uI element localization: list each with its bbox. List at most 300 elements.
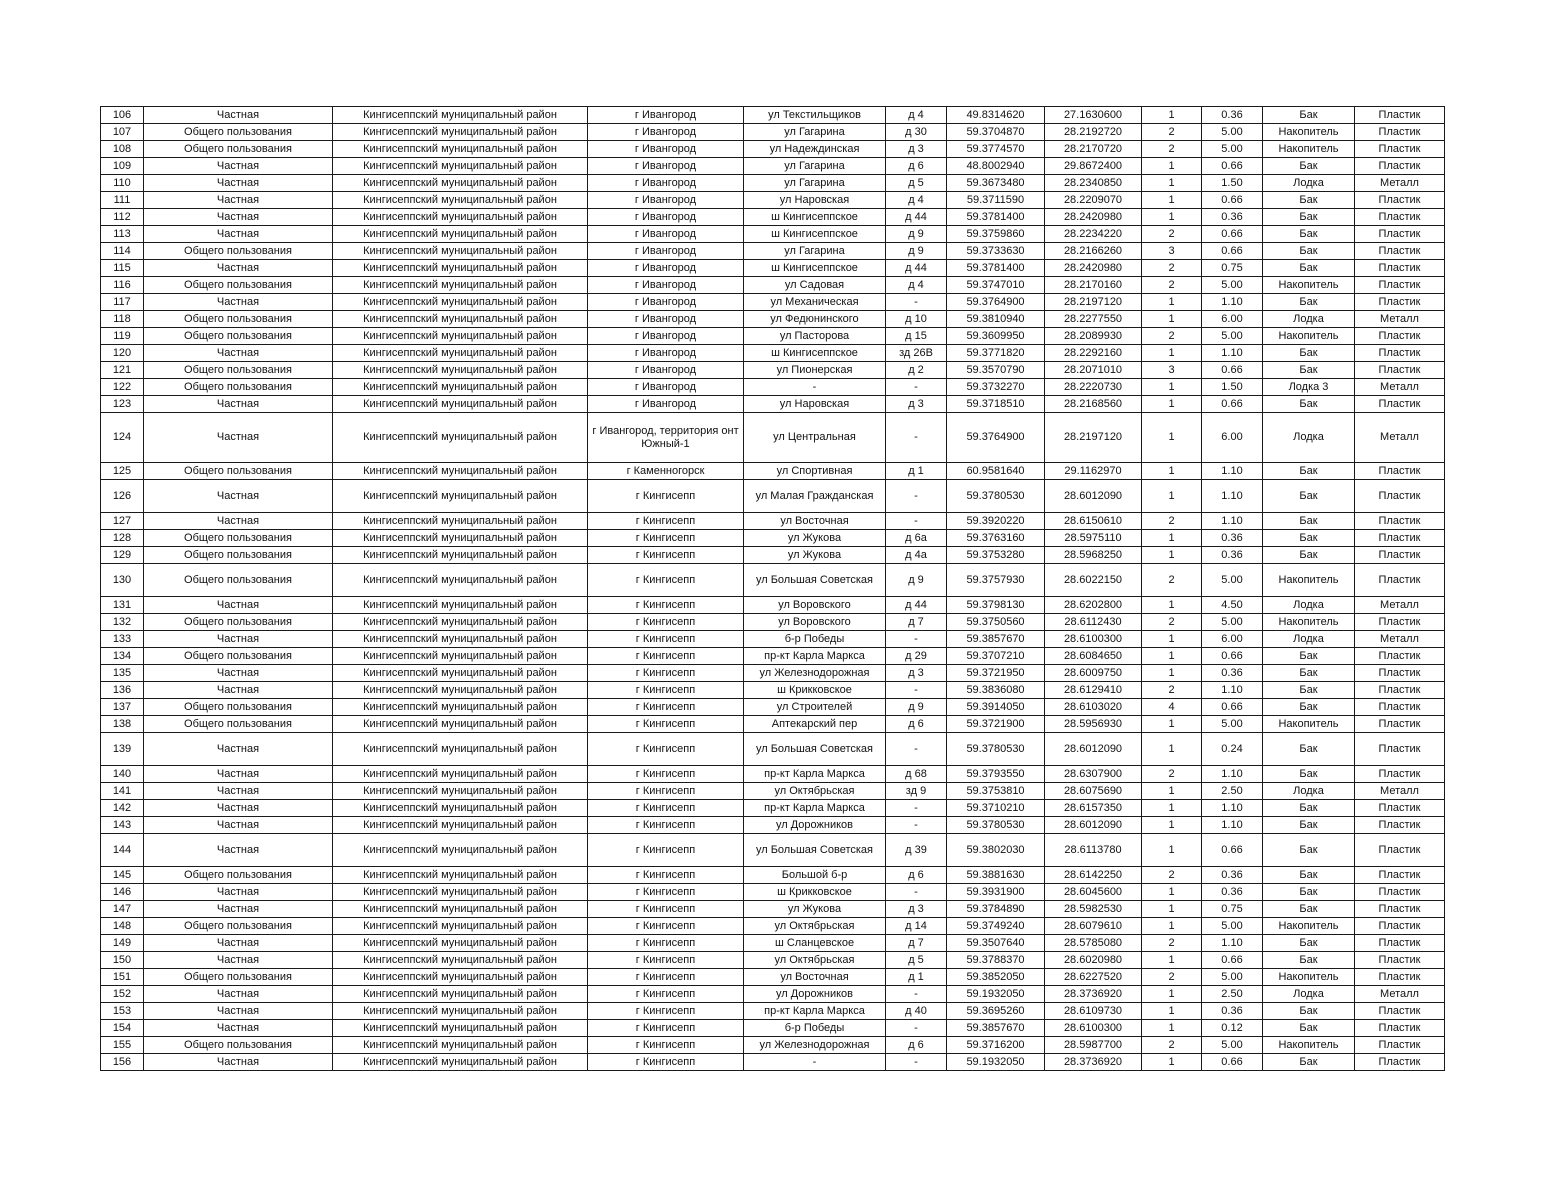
container-volume-cell: 5.00: [1202, 1037, 1263, 1054]
latitude-cell: 59.3695260: [947, 1003, 1045, 1020]
house-number-cell: д 3: [886, 665, 947, 682]
house-number-cell: д 6: [886, 716, 947, 733]
street-cell: ул Пионерская: [744, 362, 886, 379]
container-volume-cell: 0.75: [1202, 901, 1263, 918]
container-material-cell: Пластик: [1355, 530, 1445, 547]
table-row: [101, 716, 1445, 733]
container-count-cell: 4: [1142, 699, 1202, 716]
latitude-cell: 59.3757930: [947, 564, 1045, 597]
street-cell: ул Октябрьская: [744, 952, 886, 969]
longitude-cell: 28.6100300: [1045, 1020, 1142, 1037]
latitude-cell: 59.3793550: [947, 766, 1045, 783]
container-type-cell: Бак: [1263, 294, 1355, 311]
house-number-cell: д 3: [886, 141, 947, 158]
site-type-cell: Частная: [144, 986, 333, 1003]
latitude-cell: 59.3857670: [947, 631, 1045, 648]
container-volume-cell: 1.10: [1202, 480, 1263, 513]
street-cell: ул Большая Советская: [744, 834, 886, 867]
container-count-cell: 2: [1142, 564, 1202, 597]
locality-cell: г Кингисепп: [588, 513, 744, 530]
container-volume-cell: 0.66: [1202, 952, 1263, 969]
street-cell: ш Кингисеппское: [744, 226, 886, 243]
longitude-cell: 28.6109730: [1045, 1003, 1142, 1020]
table-row: [101, 564, 1445, 597]
table-row: [101, 766, 1445, 783]
locality-cell: г Каменногорск: [588, 463, 744, 480]
container-count-cell: 1: [1142, 901, 1202, 918]
container-type-cell: Бак: [1263, 107, 1355, 124]
street-cell: пр-кт Карла Маркса: [744, 800, 886, 817]
container-volume-cell: 0.66: [1202, 243, 1263, 260]
container-count-cell: 1: [1142, 1054, 1202, 1071]
container-type-cell: Бак: [1263, 901, 1355, 918]
locality-cell: г Кингисепп: [588, 766, 744, 783]
street-cell: ул Гагарина: [744, 243, 886, 260]
street-cell: ул Строителей: [744, 699, 886, 716]
container-material-cell: Пластик: [1355, 564, 1445, 597]
container-count-cell: 1: [1142, 986, 1202, 1003]
container-type-cell: Лодка: [1263, 783, 1355, 800]
district-cell: Кингисеппский муниципальный район: [333, 226, 588, 243]
district-cell: Кингисеппский муниципальный район: [333, 328, 588, 345]
container-count-cell: 2: [1142, 141, 1202, 158]
locality-cell: г Ивангород: [588, 362, 744, 379]
container-count-cell: 1: [1142, 648, 1202, 665]
container-type-cell: Лодка: [1263, 631, 1355, 648]
longitude-cell: 28.6129410: [1045, 682, 1142, 699]
container-volume-cell: 0.66: [1202, 699, 1263, 716]
district-cell: Кингисеппский муниципальный район: [333, 277, 588, 294]
container-type-cell: Лодка: [1263, 175, 1355, 192]
row-number-cell: 138: [101, 716, 144, 733]
house-number-cell: -: [886, 631, 947, 648]
house-number-cell: д 39: [886, 834, 947, 867]
container-count-cell: 2: [1142, 867, 1202, 884]
street-cell: ул Гагарина: [744, 158, 886, 175]
longitude-cell: 28.6113780: [1045, 834, 1142, 867]
street-cell: ул Наровская: [744, 192, 886, 209]
table-row: [101, 986, 1445, 1003]
site-type-cell: Общего пользования: [144, 699, 333, 716]
row-number-cell: 148: [101, 918, 144, 935]
container-volume-cell: 0.66: [1202, 192, 1263, 209]
latitude-cell: 59.3673480: [947, 175, 1045, 192]
container-type-cell: Накопитель: [1263, 277, 1355, 294]
site-type-cell: Частная: [144, 209, 333, 226]
street-cell: ул Спортивная: [744, 463, 886, 480]
locality-cell: г Ивангород: [588, 107, 744, 124]
district-cell: Кингисеппский муниципальный район: [333, 379, 588, 396]
locality-cell: г Ивангород: [588, 209, 744, 226]
latitude-cell: 59.3507640: [947, 935, 1045, 952]
longitude-cell: 28.2292160: [1045, 345, 1142, 362]
row-number-cell: 155: [101, 1037, 144, 1054]
container-volume-cell: 0.24: [1202, 733, 1263, 766]
street-cell: ул Пасторова: [744, 328, 886, 345]
site-type-cell: Частная: [144, 260, 333, 277]
longitude-cell: 28.2166260: [1045, 243, 1142, 260]
house-number-cell: -: [886, 513, 947, 530]
district-cell: Кингисеппский муниципальный район: [333, 699, 588, 716]
row-number-cell: 136: [101, 682, 144, 699]
locality-cell: г Ивангород: [588, 158, 744, 175]
locality-cell: г Кингисепп: [588, 699, 744, 716]
house-number-cell: д 6а: [886, 530, 947, 547]
street-cell: ш Кингисеппское: [744, 209, 886, 226]
container-count-cell: 1: [1142, 396, 1202, 413]
district-cell: Кингисеппский муниципальный район: [333, 716, 588, 733]
row-number-cell: 112: [101, 209, 144, 226]
table-row: [101, 935, 1445, 952]
table-row: [101, 901, 1445, 918]
container-material-cell: Пластик: [1355, 918, 1445, 935]
house-number-cell: д 4: [886, 277, 947, 294]
longitude-cell: 28.5956930: [1045, 716, 1142, 733]
row-number-cell: 139: [101, 733, 144, 766]
locality-cell: г Ивангород: [588, 328, 744, 345]
container-type-cell: Бак: [1263, 1020, 1355, 1037]
container-material-cell: Пластик: [1355, 665, 1445, 682]
longitude-cell: 28.2420980: [1045, 260, 1142, 277]
container-material-cell: Пластик: [1355, 699, 1445, 716]
district-cell: Кингисеппский муниципальный район: [333, 463, 588, 480]
district-cell: Кингисеппский муниципальный район: [333, 564, 588, 597]
container-type-cell: Лодка: [1263, 413, 1355, 463]
site-type-cell: Частная: [144, 107, 333, 124]
longitude-cell: 28.6012090: [1045, 733, 1142, 766]
district-cell: Кингисеппский муниципальный район: [333, 141, 588, 158]
house-number-cell: -: [886, 733, 947, 766]
latitude-cell: 59.3721900: [947, 716, 1045, 733]
site-type-cell: Частная: [144, 682, 333, 699]
street-cell: ш Крикковское: [744, 682, 886, 699]
table-row: [101, 413, 1445, 463]
district-cell: Кингисеппский муниципальный район: [333, 817, 588, 834]
container-volume-cell: 5.00: [1202, 124, 1263, 141]
latitude-cell: 59.3836080: [947, 682, 1045, 699]
container-material-cell: Пластик: [1355, 158, 1445, 175]
row-number-cell: 119: [101, 328, 144, 345]
container-count-cell: 2: [1142, 226, 1202, 243]
table-row: [101, 918, 1445, 935]
district-cell: Кингисеппский муниципальный район: [333, 783, 588, 800]
row-number-cell: 115: [101, 260, 144, 277]
site-type-cell: Частная: [144, 413, 333, 463]
container-volume-cell: 2.50: [1202, 783, 1263, 800]
container-volume-cell: 0.66: [1202, 648, 1263, 665]
table-row: [101, 867, 1445, 884]
district-cell: Кингисеппский муниципальный район: [333, 362, 588, 379]
container-material-cell: Пластик: [1355, 294, 1445, 311]
street-cell: ул Надеждинская: [744, 141, 886, 158]
container-type-cell: Бак: [1263, 547, 1355, 564]
row-number-cell: 125: [101, 463, 144, 480]
container-count-cell: 1: [1142, 192, 1202, 209]
house-number-cell: д 7: [886, 935, 947, 952]
street-cell: ул Восточная: [744, 513, 886, 530]
row-number-cell: 123: [101, 396, 144, 413]
site-type-cell: Частная: [144, 1003, 333, 1020]
latitude-cell: 49.8314620: [947, 107, 1045, 124]
latitude-cell: 59.3747010: [947, 277, 1045, 294]
street-cell: ул Железнодорожная: [744, 665, 886, 682]
longitude-cell: 28.2197120: [1045, 413, 1142, 463]
locality-cell: г Кингисепп: [588, 564, 744, 597]
container-count-cell: 1: [1142, 107, 1202, 124]
table-row: [101, 175, 1445, 192]
container-volume-cell: 1.10: [1202, 294, 1263, 311]
latitude-cell: 59.3733630: [947, 243, 1045, 260]
container-material-cell: Пластик: [1355, 867, 1445, 884]
container-sites-table: [100, 106, 1445, 1071]
container-material-cell: Пластик: [1355, 766, 1445, 783]
street-cell: ул Центральная: [744, 413, 886, 463]
row-number-cell: 117: [101, 294, 144, 311]
container-material-cell: Пластик: [1355, 362, 1445, 379]
house-number-cell: д 6: [886, 867, 947, 884]
table-row: [101, 699, 1445, 716]
table-row: [101, 396, 1445, 413]
district-cell: Кингисеппский муниципальный район: [333, 648, 588, 665]
locality-cell: г Ивангород: [588, 141, 744, 158]
container-material-cell: Пластик: [1355, 682, 1445, 699]
container-material-cell: Металл: [1355, 597, 1445, 614]
container-type-cell: Бак: [1263, 463, 1355, 480]
container-count-cell: 1: [1142, 294, 1202, 311]
container-volume-cell: 5.00: [1202, 328, 1263, 345]
container-volume-cell: 4.50: [1202, 597, 1263, 614]
container-type-cell: Накопитель: [1263, 614, 1355, 631]
street-cell: ул Железнодорожная: [744, 1037, 886, 1054]
latitude-cell: 59.3753280: [947, 547, 1045, 564]
latitude-cell: 59.1932050: [947, 1054, 1045, 1071]
site-type-cell: Частная: [144, 1054, 333, 1071]
street-cell: Большой б-р: [744, 867, 886, 884]
table-row: [101, 817, 1445, 834]
latitude-cell: 59.3732270: [947, 379, 1045, 396]
street-cell: ул Дорожников: [744, 817, 886, 834]
locality-cell: г Кингисепп: [588, 682, 744, 699]
latitude-cell: 59.3759860: [947, 226, 1045, 243]
latitude-cell: 59.3852050: [947, 969, 1045, 986]
longitude-cell: 28.2234220: [1045, 226, 1142, 243]
street-cell: ул Большая Советская: [744, 733, 886, 766]
site-type-cell: Частная: [144, 834, 333, 867]
house-number-cell: д 1: [886, 969, 947, 986]
container-count-cell: 1: [1142, 631, 1202, 648]
row-number-cell: 144: [101, 834, 144, 867]
latitude-cell: 59.3710210: [947, 800, 1045, 817]
longitude-cell: 28.6142250: [1045, 867, 1142, 884]
container-count-cell: 2: [1142, 935, 1202, 952]
container-type-cell: Бак: [1263, 396, 1355, 413]
container-material-cell: Пластик: [1355, 141, 1445, 158]
container-material-cell: Пластик: [1355, 884, 1445, 901]
district-cell: Кингисеппский муниципальный район: [333, 935, 588, 952]
longitude-cell: 28.2170160: [1045, 277, 1142, 294]
district-cell: Кингисеппский муниципальный район: [333, 345, 588, 362]
house-number-cell: д 3: [886, 901, 947, 918]
container-type-cell: Бак: [1263, 362, 1355, 379]
longitude-cell: 28.6075690: [1045, 783, 1142, 800]
container-volume-cell: 0.36: [1202, 107, 1263, 124]
container-count-cell: 1: [1142, 918, 1202, 935]
locality-cell: г Кингисепп: [588, 918, 744, 935]
longitude-cell: 29.8672400: [1045, 158, 1142, 175]
district-cell: Кингисеппский муниципальный район: [333, 918, 588, 935]
locality-cell: г Кингисепп: [588, 530, 744, 547]
street-cell: ул Механическая: [744, 294, 886, 311]
house-number-cell: д 1: [886, 463, 947, 480]
house-number-cell: д 9: [886, 699, 947, 716]
site-type-cell: Общего пользования: [144, 1037, 333, 1054]
table-row: [101, 1020, 1445, 1037]
site-type-cell: Общего пользования: [144, 124, 333, 141]
container-volume-cell: 0.36: [1202, 867, 1263, 884]
container-volume-cell: 1.10: [1202, 800, 1263, 817]
container-volume-cell: 5.00: [1202, 614, 1263, 631]
container-type-cell: Бак: [1263, 766, 1355, 783]
longitude-cell: 28.5982530: [1045, 901, 1142, 918]
row-number-cell: 143: [101, 817, 144, 834]
district-cell: Кингисеппский муниципальный район: [333, 597, 588, 614]
container-volume-cell: 0.36: [1202, 209, 1263, 226]
house-number-cell: д 6: [886, 158, 947, 175]
row-number-cell: 133: [101, 631, 144, 648]
street-cell: ул Большая Советская: [744, 564, 886, 597]
latitude-cell: 59.3764900: [947, 294, 1045, 311]
latitude-cell: 59.3810940: [947, 311, 1045, 328]
container-count-cell: 1: [1142, 1003, 1202, 1020]
container-material-cell: Пластик: [1355, 277, 1445, 294]
container-count-cell: 1: [1142, 733, 1202, 766]
district-cell: Кингисеппский муниципальный район: [333, 952, 588, 969]
house-number-cell: -: [886, 817, 947, 834]
container-volume-cell: 2.50: [1202, 986, 1263, 1003]
locality-cell: г Кингисепп: [588, 1003, 744, 1020]
street-cell: ул Октябрьская: [744, 918, 886, 935]
site-type-cell: Общего пользования: [144, 379, 333, 396]
site-type-cell: Общего пользования: [144, 969, 333, 986]
district-cell: Кингисеппский муниципальный район: [333, 294, 588, 311]
latitude-cell: 59.3771820: [947, 345, 1045, 362]
longitude-cell: 29.1162970: [1045, 463, 1142, 480]
locality-cell: г Кингисепп: [588, 952, 744, 969]
longitude-cell: 28.2168560: [1045, 396, 1142, 413]
house-number-cell: -: [886, 480, 947, 513]
container-material-cell: Пластик: [1355, 513, 1445, 530]
container-volume-cell: 0.66: [1202, 1054, 1263, 1071]
container-count-cell: 1: [1142, 379, 1202, 396]
latitude-cell: 59.3914050: [947, 699, 1045, 716]
longitude-cell: 28.5987700: [1045, 1037, 1142, 1054]
district-cell: Кингисеппский муниципальный район: [333, 413, 588, 463]
site-type-cell: Частная: [144, 766, 333, 783]
container-count-cell: 2: [1142, 260, 1202, 277]
latitude-cell: 59.3931900: [947, 884, 1045, 901]
container-material-cell: Пластик: [1355, 463, 1445, 480]
site-type-cell: Частная: [144, 733, 333, 766]
longitude-cell: 28.6202800: [1045, 597, 1142, 614]
row-number-cell: 120: [101, 345, 144, 362]
row-number-cell: 150: [101, 952, 144, 969]
longitude-cell: 28.5785080: [1045, 935, 1142, 952]
locality-cell: г Ивангород: [588, 243, 744, 260]
container-volume-cell: 5.00: [1202, 716, 1263, 733]
locality-cell: г Ивангород: [588, 379, 744, 396]
container-material-cell: Пластик: [1355, 124, 1445, 141]
table-row: [101, 648, 1445, 665]
latitude-cell: 59.3704870: [947, 124, 1045, 141]
site-type-cell: Частная: [144, 158, 333, 175]
locality-cell: г Кингисепп: [588, 480, 744, 513]
latitude-cell: 59.3857670: [947, 1020, 1045, 1037]
container-count-cell: 1: [1142, 783, 1202, 800]
container-count-cell: 1: [1142, 311, 1202, 328]
house-number-cell: д 40: [886, 1003, 947, 1020]
site-type-cell: Общего пользования: [144, 918, 333, 935]
house-number-cell: -: [886, 986, 947, 1003]
site-type-cell: Частная: [144, 783, 333, 800]
street-cell: ул Дорожников: [744, 986, 886, 1003]
district-cell: Кингисеппский муниципальный район: [333, 124, 588, 141]
container-type-cell: Накопитель: [1263, 918, 1355, 935]
longitude-cell: 28.2071010: [1045, 362, 1142, 379]
house-number-cell: -: [886, 379, 947, 396]
table-row: [101, 243, 1445, 260]
row-number-cell: 141: [101, 783, 144, 800]
locality-cell: г Кингисепп: [588, 817, 744, 834]
container-volume-cell: 1.50: [1202, 175, 1263, 192]
street-cell: ул Воровского: [744, 597, 886, 614]
container-volume-cell: 0.36: [1202, 884, 1263, 901]
row-number-cell: 109: [101, 158, 144, 175]
container-material-cell: Пластик: [1355, 1054, 1445, 1071]
table-row: [101, 1003, 1445, 1020]
house-number-cell: д 15: [886, 328, 947, 345]
house-number-cell: д 10: [886, 311, 947, 328]
locality-cell: г Ивангород: [588, 124, 744, 141]
container-type-cell: Бак: [1263, 733, 1355, 766]
district-cell: Кингисеппский муниципальный район: [333, 1003, 588, 1020]
container-count-cell: 1: [1142, 480, 1202, 513]
latitude-cell: 60.9581640: [947, 463, 1045, 480]
table-row: [101, 226, 1445, 243]
locality-cell: г Кингисепп: [588, 597, 744, 614]
street-cell: ш Крикковское: [744, 884, 886, 901]
table-body: [101, 107, 1445, 1071]
container-volume-cell: 0.66: [1202, 158, 1263, 175]
latitude-cell: 59.3753810: [947, 783, 1045, 800]
container-material-cell: Пластик: [1355, 614, 1445, 631]
row-number-cell: 154: [101, 1020, 144, 1037]
table-row: [101, 530, 1445, 547]
table-row: [101, 614, 1445, 631]
row-number-cell: 113: [101, 226, 144, 243]
latitude-cell: 59.3780530: [947, 733, 1045, 766]
locality-cell: г Кингисепп: [588, 783, 744, 800]
district-cell: Кингисеппский муниципальный район: [333, 107, 588, 124]
street-cell: пр-кт Карла Маркса: [744, 648, 886, 665]
table-row: [101, 682, 1445, 699]
container-material-cell: Металл: [1355, 986, 1445, 1003]
site-type-cell: Общего пользования: [144, 564, 333, 597]
row-number-cell: 124: [101, 413, 144, 463]
table-row: [101, 328, 1445, 345]
locality-cell: г Кингисепп: [588, 631, 744, 648]
longitude-cell: 28.2170720: [1045, 141, 1142, 158]
table-row: [101, 969, 1445, 986]
